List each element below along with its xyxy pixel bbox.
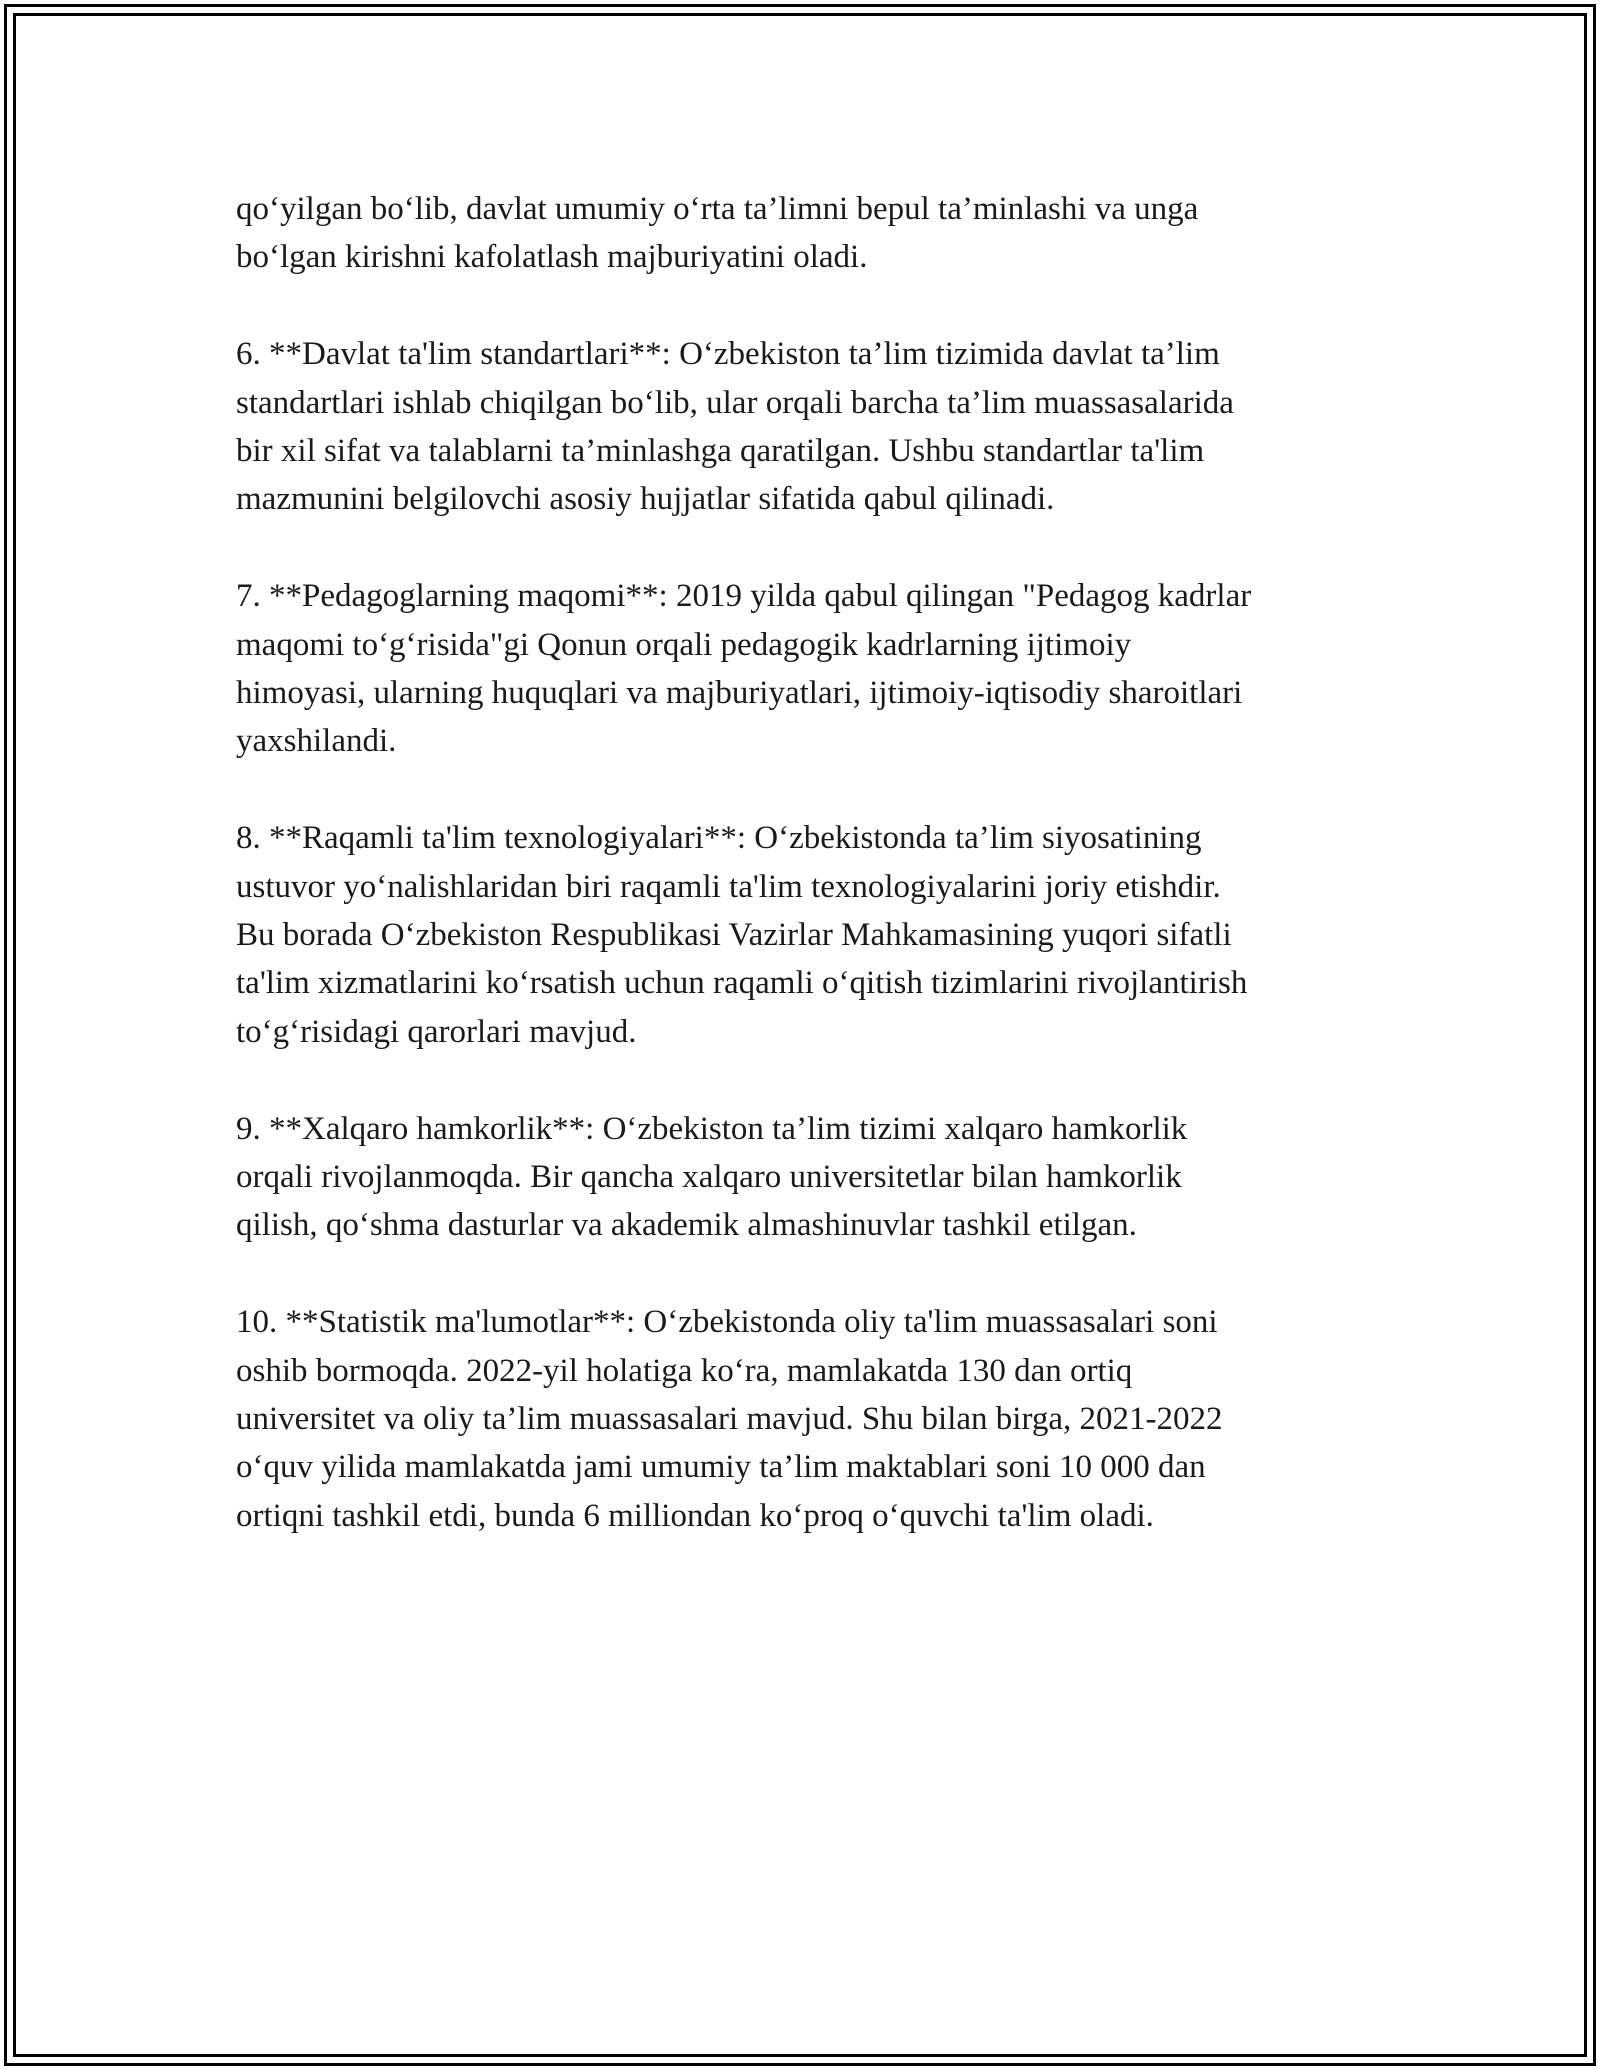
paragraph-item-8	[236, 814, 1376, 1056]
text-line: ustuvor yo‘nalishlaridan biri raqamli ta'lim texnologiyalarini joriy etishdir.	[236, 868, 1221, 905]
paragraph-item-9	[236, 1105, 1376, 1250]
text-line: 6. **Davlat ta'lim standartlari**: O‘zbekiston ta’lim tizimida davlat ta’lim	[236, 336, 1220, 373]
text-line: bir xil sifat va talablarni ta’minlashga qaratilgan. Ushbu standartlar ta'lim	[236, 433, 1205, 470]
text-line: bo‘lgan kirishni kafolatlash majburiyatini oladi.	[236, 239, 868, 276]
text-line: ta'lim xizmatlarini ko‘rsatish uchun raqamli o‘qitish tizimlarini rivojlantirish	[236, 965, 1248, 1002]
text-line: standartlari ishlab chiqilgan bo‘lib, ular orqali barcha ta’lim muassasalarida	[236, 384, 1234, 421]
text-line: qo‘yilgan bo‘lib, davlat umumiy o‘rta ta’limni bepul ta’minlashi va unga	[236, 191, 1199, 227]
text-line: to‘g‘risidagi qarorlari mavjud.	[236, 1013, 637, 1050]
text-line: qilish, qo‘shma dasturlar va akademik almashinuvlar tashkil etilgan.	[236, 1207, 1137, 1244]
text-line: oshib bormoqda. 2022-yil holatiga ko‘ra, mamlakatda 130 dan ortiq	[236, 1352, 1133, 1389]
text-line: universitet va oliy ta’lim muassasalari mavjud. Shu bilan birga, 2021-2022	[236, 1401, 1223, 1438]
text-line: himoyasi, ularning huquqlari va majburiyatlari, ijtimoiy-iqtisodiy sharoitlari	[236, 675, 1243, 712]
text-line: 8. **Raqamli ta'lim texnologiyalari**: O‘zbekistonda ta’lim siyosatining	[236, 820, 1202, 857]
text-line: o‘quv yilida mamlakatda jami umumiy ta’lim maktablari soni 10 000 dan	[236, 1449, 1206, 1486]
paragraph-continuation	[236, 185, 1376, 282]
document-body	[236, 185, 1376, 1589]
text-line: ortiqni tashkil etdi, bunda 6 milliondan ko‘proq o‘quvchi ta'lim oladi.	[236, 1497, 1154, 1534]
text-line: yaxshilandi.	[236, 723, 397, 760]
text-line: 9. **Xalqaro hamkorlik**: O‘zbekiston ta’lim tizimi xalqaro hamkorlik	[236, 1110, 1188, 1147]
paragraph-item-10	[236, 1298, 1376, 1540]
text-line: Bu borada O‘zbekiston Respublikasi Vazirlar Mahkamasining yuqori sifatli	[236, 917, 1232, 954]
paragraph-item-7	[236, 572, 1376, 766]
text-line: 7. **Pedagoglarning maqomi**: 2019 yilda qabul qilingan "Pedagog kadrlar	[236, 578, 1252, 615]
text-line: orqali rivojlanmoqda. Bir qancha xalqaro universitetlar bilan hamkorlik	[236, 1159, 1182, 1196]
paragraph-item-6	[236, 330, 1376, 524]
text-line: 10. **Statistik ma'lumotlar**: O‘zbekistonda oliy ta'lim muassasalari soni	[236, 1304, 1218, 1341]
text-line: mazmunini belgilovchi asosiy hujjatlar sifatida qabul qilinadi.	[236, 481, 1055, 518]
text-line: maqomi to‘g‘risida"gi Qonun orqali pedagogik kadrlarning ijtimoiy	[236, 626, 1132, 663]
